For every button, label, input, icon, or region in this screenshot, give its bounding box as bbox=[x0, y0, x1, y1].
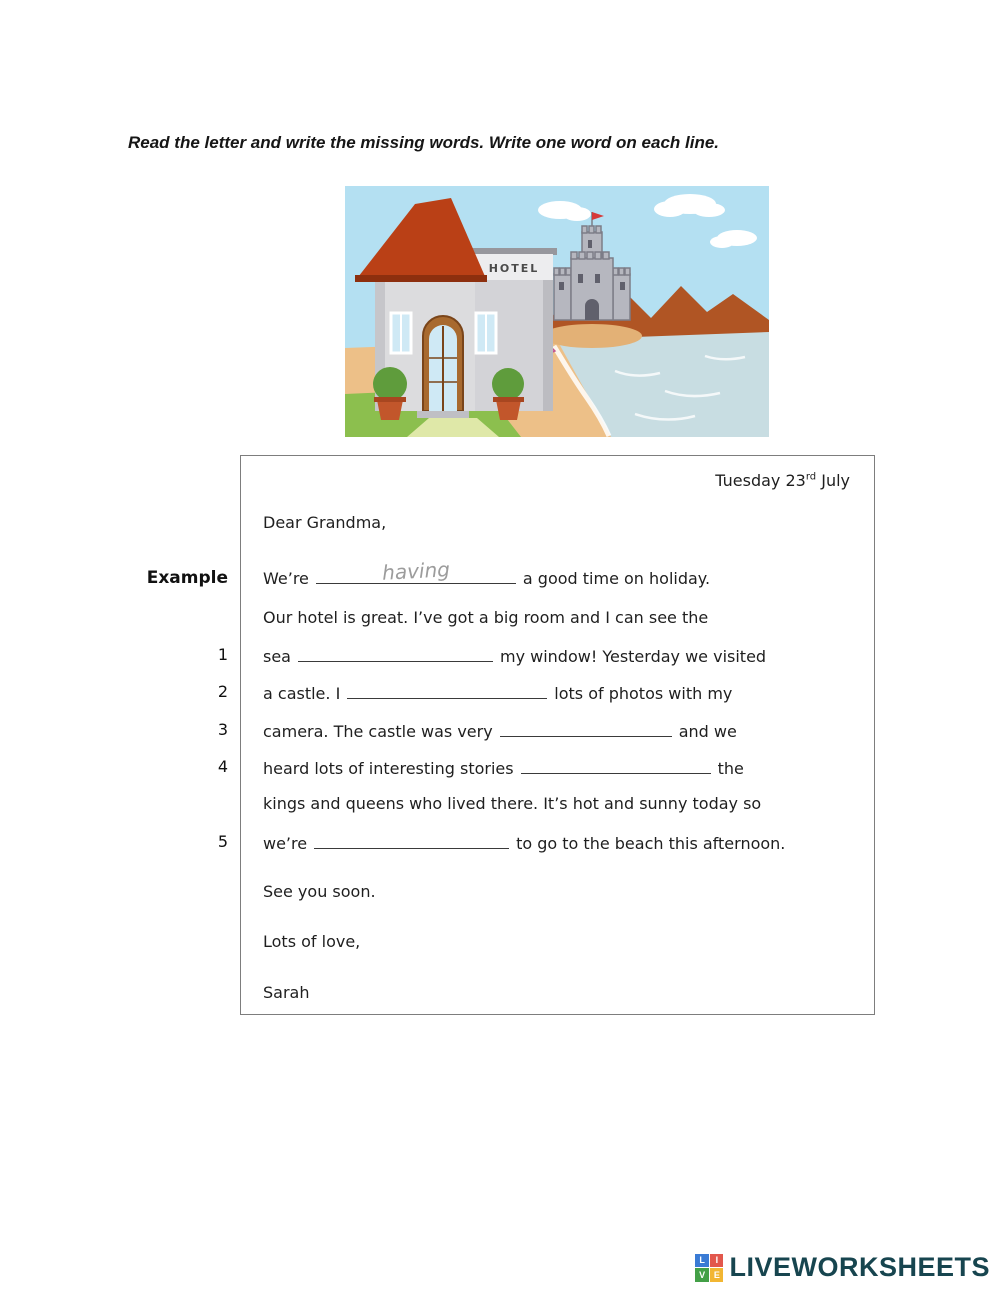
liveworksheets-icon bbox=[695, 1254, 723, 1282]
logo-tile-v: V bbox=[695, 1268, 708, 1281]
example-answer: having bbox=[381, 557, 451, 585]
logo-tile-e: E bbox=[710, 1268, 723, 1281]
letter-line-2: a castle. I lots of photos with my bbox=[263, 684, 733, 703]
letter-closing: See you soon. bbox=[263, 882, 376, 901]
letter-line-full-2: kings and queens who lived there. It’s hot and sunny today so bbox=[263, 794, 762, 813]
letter-line-full-1: Our hotel is great. I’ve got a big room and I can see the bbox=[263, 608, 709, 627]
letter-line-5: we’re to go to the beach this afternoon. bbox=[263, 834, 786, 853]
instruction-text: Read the letter and write the missing words. Write one word on each line. bbox=[128, 133, 720, 152]
beach-scene bbox=[345, 186, 769, 437]
answer-blank-5[interactable] bbox=[314, 833, 509, 849]
brand-name: LIVEWORKSHEETS bbox=[729, 1252, 990, 1282]
hotel-window-right bbox=[476, 313, 496, 353]
letter-box bbox=[240, 455, 875, 1015]
example-label: Example bbox=[146, 568, 228, 588]
letter-line-example: We’re having a good time on holiday. bbox=[263, 568, 710, 588]
letter-signature: Sarah bbox=[263, 983, 310, 1002]
logo-tile-l: L bbox=[695, 1254, 708, 1267]
question-number-4: 4 bbox=[217, 757, 228, 776]
question-number-2: 2 bbox=[217, 682, 228, 701]
letter-line-4: heard lots of interesting stories the bbox=[263, 759, 744, 778]
question-number-3: 3 bbox=[217, 720, 228, 739]
logo-tile-i: I bbox=[710, 1254, 723, 1267]
answer-blank-1[interactable] bbox=[298, 646, 493, 662]
letter-signoff: Lots of love, bbox=[263, 932, 361, 951]
letter-line-3: camera. The castle was very and we bbox=[263, 722, 737, 741]
hotel-door bbox=[417, 316, 469, 418]
beach-illustration bbox=[345, 186, 769, 437]
example-blank bbox=[316, 557, 516, 585]
answer-blank-4[interactable] bbox=[521, 758, 711, 774]
letter-salutation: Dear Grandma, bbox=[263, 513, 387, 532]
hotel-window-left bbox=[391, 313, 411, 353]
answer-blank-2[interactable] bbox=[347, 683, 547, 699]
answer-blank-3[interactable] bbox=[500, 721, 672, 737]
svg-text:HOTEL: HOTEL bbox=[488, 262, 540, 275]
letter-line-1: sea my window! Yesterday we visited bbox=[263, 647, 767, 666]
question-number-5: 5 bbox=[217, 832, 228, 851]
liveworksheets-logo[interactable] bbox=[695, 1252, 990, 1283]
question-number-1: 1 bbox=[217, 645, 228, 664]
letter-date: Tuesday 23rd July bbox=[715, 471, 850, 490]
